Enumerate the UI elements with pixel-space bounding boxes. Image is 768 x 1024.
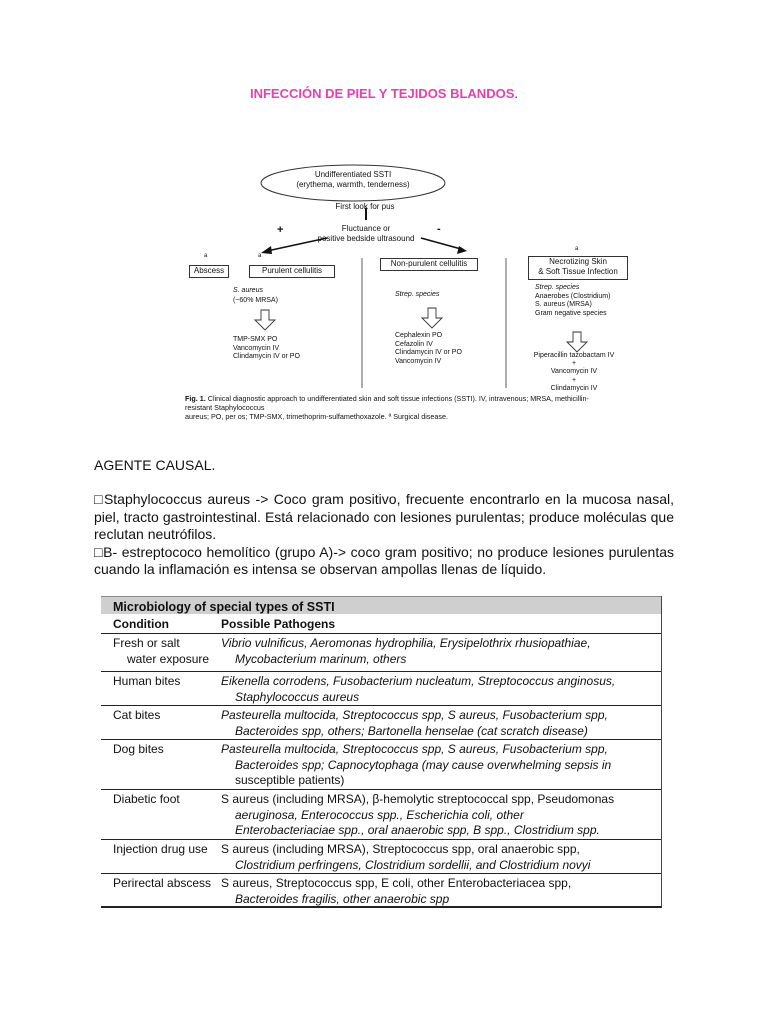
root-line-1: Undifferentiated SSTI bbox=[314, 170, 392, 179]
purulent-tx-1: TMP-SMX PO bbox=[233, 336, 278, 343]
abscess-box: Abscess bbox=[189, 265, 229, 278]
pathogens-line: Bacteroides fragilis, other anaerobic spp bbox=[235, 891, 450, 906]
necrotizing-org-3: S. aureus (MRSA) bbox=[535, 301, 592, 308]
necrotizing-org-4: Gram negative species bbox=[535, 309, 607, 317]
nonpurulent-org: Strep. species bbox=[395, 291, 440, 298]
footnote-a-purulent: a bbox=[258, 253, 262, 259]
caption-line-2: aureus; PO, per os; TMP-SMX, trimethoprim-sulfamethoxazole. ª Surgical disease. bbox=[185, 412, 448, 421]
pathogens-cell bbox=[221, 842, 651, 872]
purulent-org-2: (~60% MRSA) bbox=[233, 296, 278, 304]
table-row bbox=[101, 740, 661, 790]
paragraph-strep: □B- estreptococo hemolítico (grupo A)-> coco gram positivo; no produce lesiones purulentas cuando la inflamación es intensa se observan ampollas llenas de líquido. bbox=[94, 543, 674, 577]
nonpurulent-organisms bbox=[395, 290, 439, 300]
agent-paragraphs bbox=[94, 491, 674, 579]
title-text: INFECCIÓN DE PIEL Y TEJIDOS BLANDOS bbox=[249, 86, 515, 101]
table-row bbox=[101, 874, 661, 908]
pathogens-line: Mycobacterium marinum, others bbox=[235, 651, 407, 666]
caption-line-1: Clinical diagnostic approach to undifferentiated skin and soft tissue infections (SSTI). IV, intravenous; MRSA, methicillin-resistant Staphylococcus bbox=[185, 394, 589, 412]
necrotizing-org-2: Anaerobes (Clostridium) bbox=[535, 292, 611, 300]
nonpurulent-tx-2: Cefazolin IV bbox=[395, 340, 433, 348]
table-header-row bbox=[101, 614, 661, 634]
fluctuance-label bbox=[301, 224, 431, 243]
pathogens-cell bbox=[221, 742, 651, 788]
necrotizing-tx-3: Vancomycin IV bbox=[550, 368, 598, 376]
nonpurulent-tx-4: Vancomycin IV bbox=[395, 357, 442, 365]
condition-cell: Injection drug use bbox=[113, 842, 208, 856]
ssti-flowchart-figure bbox=[185, 160, 618, 421]
pathogens-cell bbox=[221, 674, 651, 704]
pathogens-line: Clostridium perfringens, Clostridium sordellii, and Clostridium novyi bbox=[235, 857, 591, 872]
pathogens-line: susceptible patients) bbox=[235, 773, 345, 787]
nonpurulent-tx-1: Cephalexin PO bbox=[395, 332, 443, 339]
nonpurulent-cellulitis-box: Non-purulent cellulitis bbox=[380, 258, 478, 271]
purulent-tx-2: Vancomycin IV bbox=[233, 344, 280, 352]
plus-sign: + bbox=[277, 224, 284, 236]
caption-lead: Fig. 1. bbox=[185, 394, 206, 403]
pathogens-line: Pasteurella multocida, Streptococcus spp, S aureus, Fusobacterium spp, bbox=[221, 708, 608, 722]
pathogens-line: S aureus (including MRSA), Streptococcus spp, oral anaerobic spp, bbox=[221, 842, 580, 856]
condition-cell bbox=[101, 636, 221, 670]
table-row bbox=[101, 706, 661, 740]
table-row bbox=[101, 634, 661, 672]
microbiology-table bbox=[101, 596, 662, 908]
paragraph-staph: □Staphylococcus aureus -> Coco gram positivo, frecuente encontrarlo en la mucosa nasal, piel, tracto gastrointestinal. Está relacionado con lesiones purulentas; produce moléculas que reclutan neutrófilos. bbox=[94, 491, 674, 542]
fluctuance-line-2: positive bedside ultrasound bbox=[317, 233, 415, 243]
necrotizing-treatment bbox=[515, 352, 633, 393]
necrotizing-line-1: Necrotizing Skin bbox=[549, 257, 607, 266]
necrotizing-line-2: & Soft Tissue Infection bbox=[538, 267, 618, 276]
minus-sign: - bbox=[437, 223, 441, 235]
pathogens-cell bbox=[221, 792, 651, 838]
table-row bbox=[101, 790, 661, 840]
table-row bbox=[101, 672, 661, 706]
first-look-label: First look for pus bbox=[335, 202, 395, 211]
fluctuance-line-1: Fluctuance or bbox=[341, 224, 391, 233]
root-line-2: (erythema, warmth, tenderness) bbox=[296, 179, 410, 189]
pathogens-line: Eikenella corrodens, Fusobacterium nucleatum, Streptococcus anginosus, bbox=[221, 674, 616, 688]
column-header-condition: Condition bbox=[113, 617, 169, 631]
purulent-tx-3: Clindamycin IV or PO bbox=[233, 353, 300, 360]
figure-caption bbox=[185, 394, 615, 421]
purulent-treatment bbox=[233, 336, 300, 362]
condition-cell: Cat bites bbox=[113, 708, 161, 722]
necrotizing-tx-4: + bbox=[571, 376, 577, 384]
pathogens-line: aeruginosa, Enterococcus spp., Escherichia coli, other bbox=[235, 807, 524, 822]
page-title bbox=[0, 86, 768, 101]
necrotizing-tx-1: Piperacillin tazobactam IV bbox=[533, 352, 615, 359]
condition-line: Fresh or salt bbox=[113, 636, 180, 650]
necrotizing-org-1: Strep. species bbox=[535, 284, 580, 291]
column-header-pathogens: Possible Pathogens bbox=[221, 617, 336, 631]
pathogens-cell bbox=[221, 708, 651, 738]
pathogens-cell bbox=[221, 876, 651, 907]
nonpurulent-tx-3: Clindamycin IV or PO bbox=[395, 349, 462, 356]
section-heading: AGENTE CAUSAL. bbox=[94, 457, 216, 473]
pathogens-line: S aureus, Streptococcus spp, E coli, other Enterobacteriacea spp, bbox=[221, 876, 572, 890]
condition-cell: Diabetic foot bbox=[113, 792, 180, 806]
condition-cell: Human bites bbox=[113, 674, 181, 688]
root-node bbox=[281, 170, 425, 189]
condition-cell: Perirectal abscess bbox=[113, 876, 212, 890]
footnote-a-necrotizing: a bbox=[575, 246, 579, 252]
table-title: Microbiology of special types of SSTI bbox=[101, 596, 661, 614]
condition-cell: Dog bites bbox=[113, 742, 164, 756]
condition-line: water exposure bbox=[127, 651, 210, 666]
pathogens-line: Bacteroides spp, others; Bartonella henselae (cat scratch disease) bbox=[235, 723, 588, 738]
pathogens-line: S aureus (including MRSA), β-hemolytic streptococcal spp, Pseudomonas bbox=[221, 792, 615, 806]
nonpurulent-treatment bbox=[395, 332, 462, 366]
footnote-a-abscess: a bbox=[204, 253, 208, 259]
pathogens-line: Staphylococcus aureus bbox=[235, 689, 360, 704]
necrotizing-organisms bbox=[535, 284, 610, 318]
purulent-organisms bbox=[233, 286, 278, 305]
title-suffix: . bbox=[514, 86, 518, 101]
pathogens-line: Enterobacteriaciae spp., oral anaerobic spp, B spp., Clostridium spp. bbox=[235, 823, 600, 837]
necrotizing-tx-5: Clindamycin IV bbox=[550, 384, 598, 392]
pathogens-line: Bacteroides spp; Capnocytophaga (may cause overwhelming sepsis in bbox=[235, 757, 612, 772]
purulent-org-1: S. aureus bbox=[233, 287, 263, 294]
purulent-cellulitis-box: Purulent cellulitis bbox=[249, 265, 335, 278]
pathogens-cell bbox=[221, 636, 651, 670]
pathogens-line: Pasteurella multocida, Streptococcus spp, S aureus, Fusobacterium spp, bbox=[221, 742, 608, 756]
necrotizing-box bbox=[528, 256, 628, 280]
necrotizing-tx-2: + bbox=[571, 360, 577, 368]
table-row bbox=[101, 840, 661, 874]
pathogens-line: Vibrio vulnificus, Aeromonas hydrophilia, Erysipelothrix rhusiopathiae, bbox=[221, 636, 591, 650]
